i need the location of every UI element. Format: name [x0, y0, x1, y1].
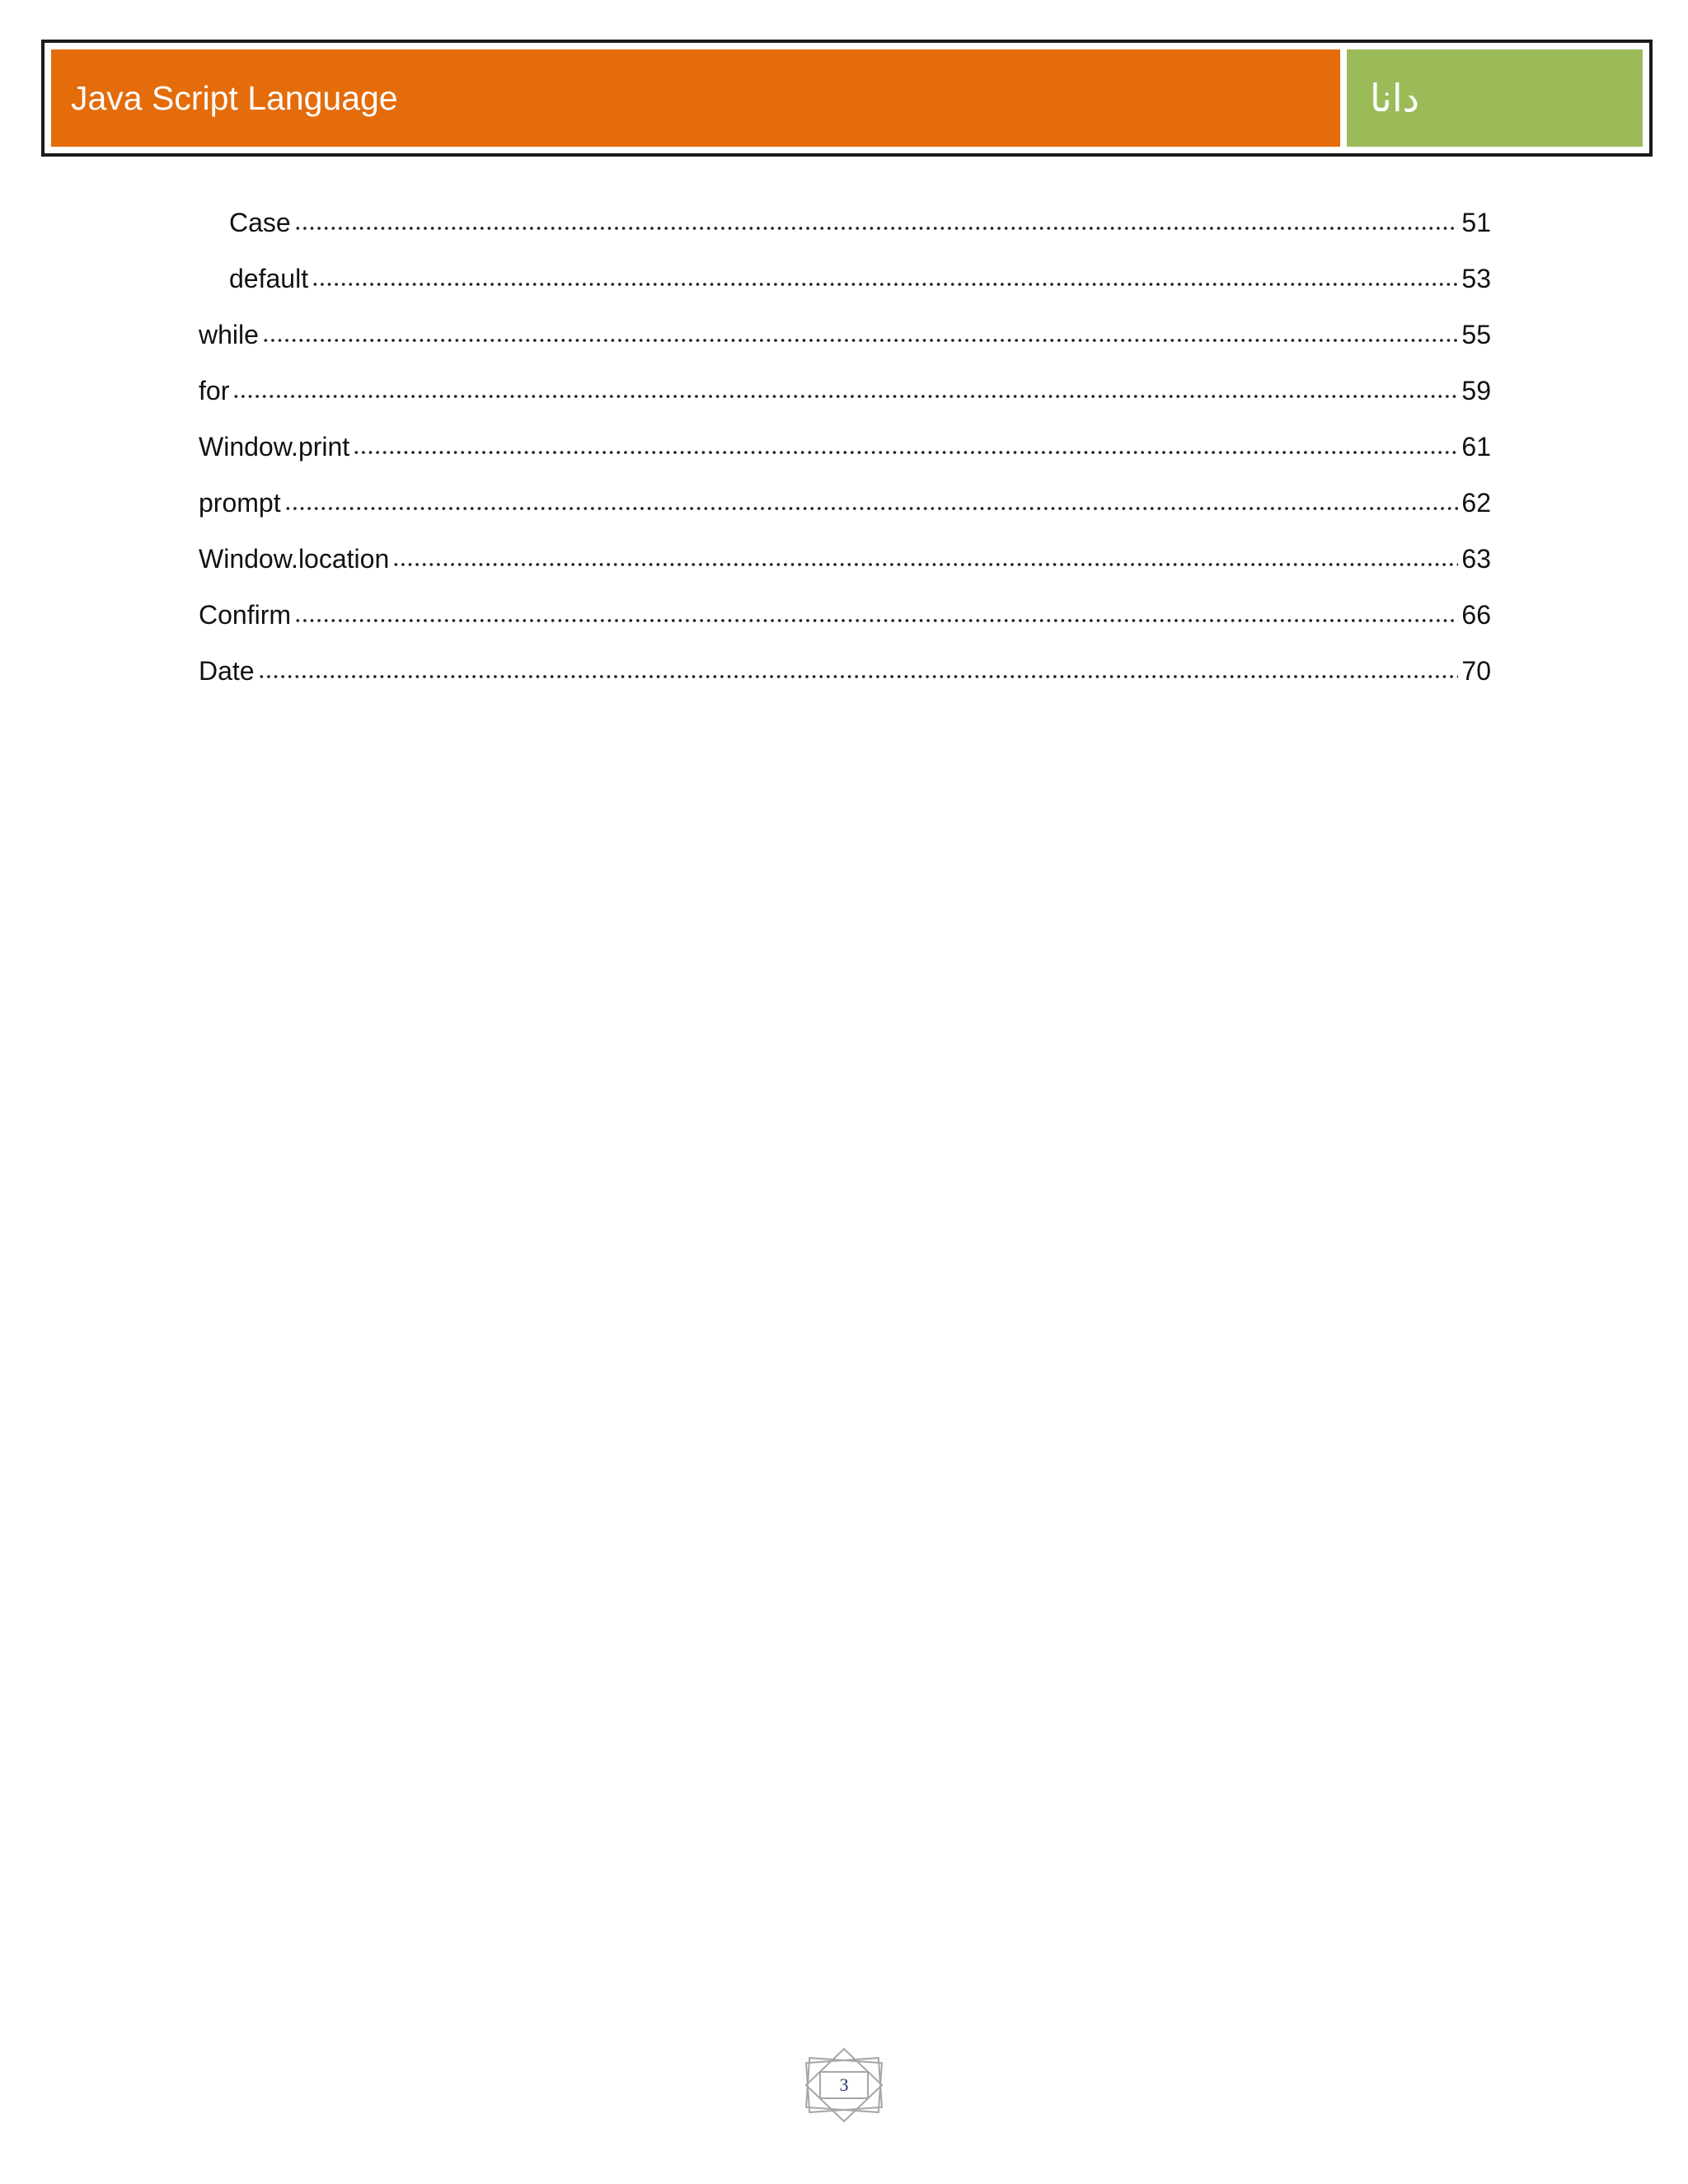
header-title-bar [51, 49, 1340, 147]
page-number: 3 [839, 2074, 849, 2095]
toc-entry-page: 55 [1461, 320, 1491, 349]
toc-entry[interactable] [199, 307, 1491, 348]
toc-entry-page: 62 [1461, 488, 1491, 518]
toc-entry-label: for [199, 376, 230, 405]
toc-entry-label: Date [199, 656, 255, 686]
toc-entry[interactable] [199, 475, 1491, 516]
toc-entry-label: Window.print [199, 432, 350, 462]
page-number-footer [802, 2047, 886, 2123]
toc-dot-leader [312, 283, 1458, 286]
toc-dot-leader [294, 619, 1458, 622]
toc-entry[interactable] [199, 419, 1491, 460]
toc-dot-leader [392, 563, 1458, 566]
toc-entry-label: Confirm [199, 600, 292, 630]
brand-name: دانا [1370, 76, 1420, 120]
toc-entry-page: 70 [1461, 656, 1491, 686]
toc-entry[interactable] [229, 251, 1491, 292]
toc-entry[interactable] [229, 194, 1491, 236]
toc-entry-page: 51 [1461, 208, 1491, 237]
toc-entry-page: 63 [1461, 544, 1491, 574]
document-title: Java Script Language [71, 78, 398, 117]
toc-entry[interactable] [199, 643, 1491, 684]
toc-entry[interactable] [199, 587, 1491, 628]
toc-dot-leader [284, 507, 1459, 510]
toc-entry-label: default [229, 264, 309, 293]
toc-dot-leader [353, 451, 1458, 454]
toc-dot-leader [262, 339, 1458, 342]
toc-entry-label: prompt [199, 488, 281, 518]
toc-entry-page: 66 [1461, 600, 1491, 630]
toc-dot-leader [294, 227, 1459, 230]
toc-entry-label: Case [229, 208, 291, 237]
toc-entry[interactable] [199, 531, 1491, 572]
header-brand-bar [1347, 49, 1643, 147]
toc-entry[interactable] [199, 363, 1491, 404]
page-header-banner [41, 40, 1653, 157]
toc-entry-page: 61 [1461, 432, 1491, 462]
toc-dot-leader [232, 395, 1458, 398]
toc-entry-page: 59 [1461, 376, 1491, 405]
toc-entry-page: 53 [1461, 264, 1491, 293]
toc-entry-label: while [199, 320, 259, 349]
toc-dot-leader [258, 675, 1459, 678]
toc-entry-label: Window.location [199, 544, 390, 574]
